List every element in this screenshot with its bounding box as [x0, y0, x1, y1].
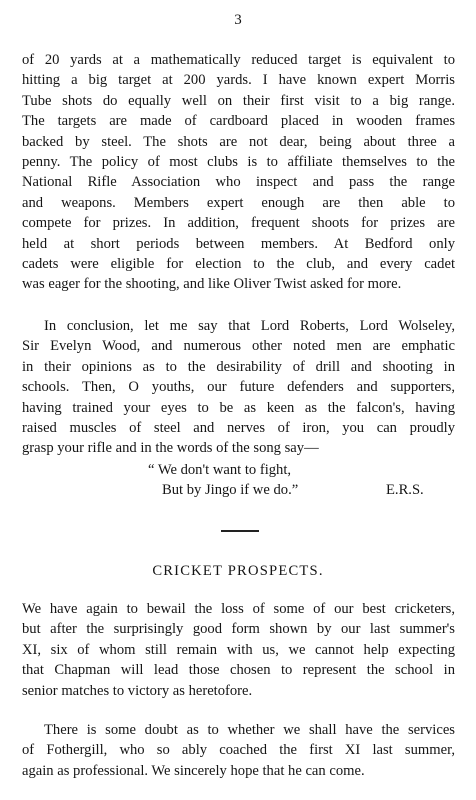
author-signature: E.R.S.: [386, 482, 424, 498]
paragraph-professional: [22, 720, 455, 781]
text-line: but after the surprisingly good form shown by our last summer's: [22, 621, 455, 638]
text-line: and weapons. Members expert enough are then able to: [22, 194, 455, 211]
text-line: backed by steel. The shots are not dear, being about three a: [22, 133, 455, 150]
text-line: raised muscles of steel and nerves of iron, you can proudly: [22, 420, 455, 437]
text-line: Sir Evelyn Wood, and numerous other noted men are emphatic: [22, 338, 455, 355]
text-line: compete for prizes. In addition, frequent shoots for prizes are: [22, 215, 455, 232]
paragraph-conclusion: [22, 316, 455, 459]
text-line: Tube shots do equally well on their first visit to a big range.: [22, 92, 455, 109]
text-line: In conclusion, let me say that Lord Roberts, Lord Wolseley,: [44, 318, 455, 334]
text-line: schools. Then, O youths, our future defenders and supporters,: [22, 379, 455, 396]
text-line: There is some doubt as to whether we shall have the services: [44, 722, 455, 738]
text-line: of Fothergill, who so ably coached the first XI last summer,: [22, 742, 455, 759]
paragraph-rifle-clubs: [22, 50, 455, 295]
text-line: The targets are made of cardboard placed in wooden frames: [22, 113, 455, 130]
poem-line: “ We don't want to fight,: [148, 462, 292, 478]
text-line: that Chapman will lead those chosen to represent the school in: [22, 662, 455, 679]
text-line: XI, six of whom still remain with us, we cannot help expecting: [22, 641, 455, 658]
text-line: again as professional. We sincerely hope that he can come.: [22, 762, 365, 779]
text-line: senior matches to victory as heretofore.: [22, 682, 253, 699]
section-divider: [221, 530, 259, 532]
text-line: was eager for the shooting, and like Oliver Twist asked for more.: [22, 276, 402, 293]
text-line: of 20 yards at a mathematically reduced target is equivalent to: [22, 52, 455, 68]
poem-line: But by Jingo if we do.”: [162, 482, 299, 498]
paragraph-cricket: [22, 599, 455, 701]
text-line: National Rifle Association who inspect and pass the range: [22, 174, 455, 191]
text-line: having trained your eyes to be as keen as the falcon's, having: [22, 399, 455, 416]
text-line: penny. The policy of most clubs is to affiliate themselves to the: [22, 154, 455, 171]
page-number: 3: [234, 12, 242, 28]
text-line: hitting a big target at 200 yards. I have known expert Morris: [22, 72, 455, 89]
section-title: CRICKET PROSPECTS.: [152, 563, 324, 579]
text-line: in their opinions as to the desirability of drill and shooting in: [22, 358, 455, 375]
text-line: We have again to bewail the loss of some of our best cricketers,: [22, 601, 455, 617]
text-line: held at short periods between members. At Bedford only: [22, 235, 455, 252]
text-line: grasp your rifle and in the words of the song say—: [22, 440, 319, 457]
text-line: cadets were eligible for election to the club, and every cadet: [22, 256, 455, 273]
